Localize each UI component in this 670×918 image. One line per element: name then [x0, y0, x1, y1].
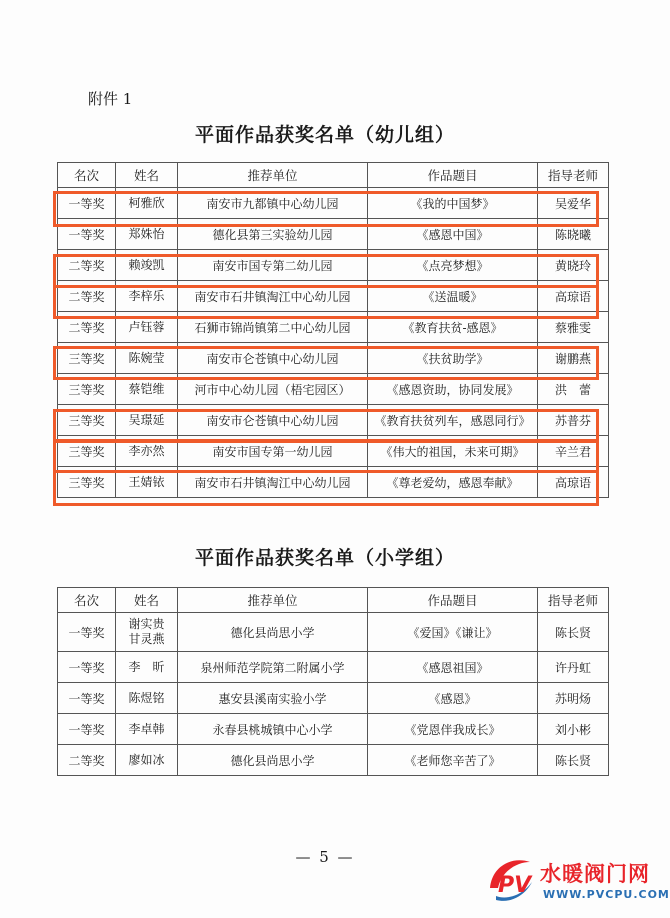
- watermark-logo-text: PV: [498, 873, 532, 898]
- table-row: [58, 374, 609, 405]
- cell-work: 《感恩祖国》: [368, 652, 538, 683]
- cell-work: 《感恩》: [368, 683, 538, 714]
- cell-teacher: 高琼语: [538, 467, 609, 498]
- cell-name: 卢钰蓉: [116, 312, 178, 343]
- table-row: [58, 312, 609, 343]
- cell-unit: 河市中心幼儿园（梧宅园区）: [178, 374, 368, 405]
- kindergarten-title: 平面作品获奖名单（幼儿组）: [194, 124, 455, 146]
- cell-work: 《感恩资助，协同发展》: [368, 374, 538, 405]
- cell-unit: 德化县第三实验幼儿园: [178, 219, 368, 250]
- table-row: [58, 250, 609, 281]
- cell-name: 王婧铱: [116, 467, 178, 498]
- cell-work: 《扶贫助学》: [368, 343, 538, 374]
- primary-table: [57, 587, 609, 776]
- cell-name: 李梓乐: [116, 281, 178, 312]
- cell-unit: 南安市仑苍镇中心幼儿园: [178, 405, 368, 436]
- cell-teacher: 刘小彬: [538, 714, 609, 745]
- cell-teacher: 辛兰君: [538, 436, 609, 467]
- cell-unit: 惠安县溪南实验小学: [178, 683, 368, 714]
- cell-teacher: 黄晓玲: [538, 250, 609, 281]
- cell-name: 谢实贵 甘灵燕: [116, 613, 178, 652]
- table-row: [58, 613, 609, 652]
- cell-rank: 一等奖: [58, 714, 116, 745]
- header-teacher: 指导老师: [538, 588, 609, 613]
- table-row: [58, 652, 609, 683]
- cell-name: 陈婉莹: [116, 343, 178, 374]
- cell-unit: 石狮市锦尚镇第二中心幼儿园: [178, 312, 368, 343]
- cell-work: 《党恩伴我成长》: [368, 714, 538, 745]
- cell-teacher: 苏普芬: [538, 405, 609, 436]
- cell-teacher: 高琼语: [538, 281, 609, 312]
- cell-work: 《老师您辛苦了》: [368, 745, 538, 776]
- cell-unit: 德化县尚思小学: [178, 613, 368, 652]
- cell-unit: 南安市石井镇淘江中心幼儿园: [178, 281, 368, 312]
- cell-rank: 二等奖: [58, 250, 116, 281]
- cell-rank: 一等奖: [58, 219, 116, 250]
- table-row: [58, 745, 609, 776]
- cell-teacher: 陈长贤: [538, 613, 609, 652]
- header-name: 姓名: [116, 588, 178, 613]
- cell-work: 《教育扶贫列车，感恩同行》: [368, 405, 538, 436]
- cell-name: 蔡铠维: [116, 374, 178, 405]
- cell-work: 《点亮梦想》: [368, 250, 538, 281]
- cell-unit: 永春县桃城镇中心小学: [178, 714, 368, 745]
- cell-rank: 三等奖: [58, 467, 116, 498]
- cell-rank: 三等奖: [58, 436, 116, 467]
- table-row: [58, 188, 609, 219]
- cell-teacher: 陈晓曦: [538, 219, 609, 250]
- cell-work: 《教育扶贫-感恩》: [368, 312, 538, 343]
- table-header-row: [58, 588, 609, 613]
- cell-rank: 二等奖: [58, 745, 116, 776]
- cell-work: 《爱国》《谦让》: [368, 613, 538, 652]
- cell-rank: 二等奖: [58, 281, 116, 312]
- cell-unit: 南安市仑苍镇中心幼儿园: [178, 343, 368, 374]
- table-row: [58, 467, 609, 498]
- header-work: 作品题目: [368, 588, 538, 613]
- table-row: [58, 219, 609, 250]
- table-row: [58, 405, 609, 436]
- table-row: [58, 436, 609, 467]
- table-row: [58, 343, 609, 374]
- cell-teacher: 苏明炀: [538, 683, 609, 714]
- cell-unit: 南安市国专第一幼儿园: [178, 436, 368, 467]
- cell-work: 《我的中国梦》: [368, 188, 538, 219]
- cell-rank: 三等奖: [58, 374, 116, 405]
- attachment-label: 附件 1: [88, 90, 133, 108]
- table-row: [58, 281, 609, 312]
- page-number: — 5 —: [295, 848, 355, 866]
- watermark-url: WWW.PVCPU.COM: [543, 888, 670, 901]
- cell-teacher: 谢鹏燕: [538, 343, 609, 374]
- cell-unit: 南安市石井镇淘江中心幼儿园: [178, 467, 368, 498]
- table-row: [58, 683, 609, 714]
- cell-name: 廖如冰: [116, 745, 178, 776]
- header-rank: 名次: [58, 588, 116, 613]
- table-row: [58, 714, 609, 745]
- cell-unit: 泉州师范学院第二附属小学: [178, 652, 368, 683]
- cell-work: 《送温暖》: [368, 281, 538, 312]
- cell-rank: 二等奖: [58, 312, 116, 343]
- header-unit: 推荐单位: [178, 163, 368, 188]
- header-name: 姓名: [116, 163, 178, 188]
- cell-teacher: 蔡雅雯: [538, 312, 609, 343]
- header-unit: 推荐单位: [178, 588, 368, 613]
- table-header-row: [58, 163, 609, 188]
- primary-title: 平面作品获奖名单（小学组）: [194, 547, 455, 569]
- cell-name: 郑姝怡: [116, 219, 178, 250]
- cell-unit: 南安市国专第二幼儿园: [178, 250, 368, 281]
- cell-name: 陈煜铭: [116, 683, 178, 714]
- cell-rank: 一等奖: [58, 613, 116, 652]
- watermark-brand: 水暖阀门网: [540, 862, 650, 886]
- cell-teacher: 陈长贤: [538, 745, 609, 776]
- cell-rank: 一等奖: [58, 683, 116, 714]
- cell-work: 《伟大的祖国，未来可期》: [368, 436, 538, 467]
- header-rank: 名次: [58, 163, 116, 188]
- cell-name: 赖竣凯: [116, 250, 178, 281]
- header-teacher: 指导老师: [538, 163, 609, 188]
- primary-rows: [58, 613, 609, 776]
- cell-rank: 一等奖: [58, 188, 116, 219]
- cell-unit: 德化县尚思小学: [178, 745, 368, 776]
- cell-name: 李卓韩: [116, 714, 178, 745]
- kindergarten-table: [57, 162, 609, 498]
- cell-teacher: 许丹虹: [538, 652, 609, 683]
- cell-name: 吴璟延: [116, 405, 178, 436]
- cell-work: 《感恩中国》: [368, 219, 538, 250]
- watermark-logo-icon: [482, 852, 538, 908]
- cell-rank: 三等奖: [58, 343, 116, 374]
- cell-name: 李 昕: [116, 652, 178, 683]
- cell-work: 《尊老爱幼，感恩奉献》: [368, 467, 538, 498]
- header-work: 作品题目: [368, 163, 538, 188]
- cell-name: 李亦然: [116, 436, 178, 467]
- cell-teacher: 吴爱华: [538, 188, 609, 219]
- cell-unit: 南安市九都镇中心幼儿园: [178, 188, 368, 219]
- cell-rank: 三等奖: [58, 405, 116, 436]
- cell-name: 柯雅欣: [116, 188, 178, 219]
- kindergarten-rows: [58, 188, 609, 498]
- cell-rank: 一等奖: [58, 652, 116, 683]
- cell-teacher: 洪 蕾: [538, 374, 609, 405]
